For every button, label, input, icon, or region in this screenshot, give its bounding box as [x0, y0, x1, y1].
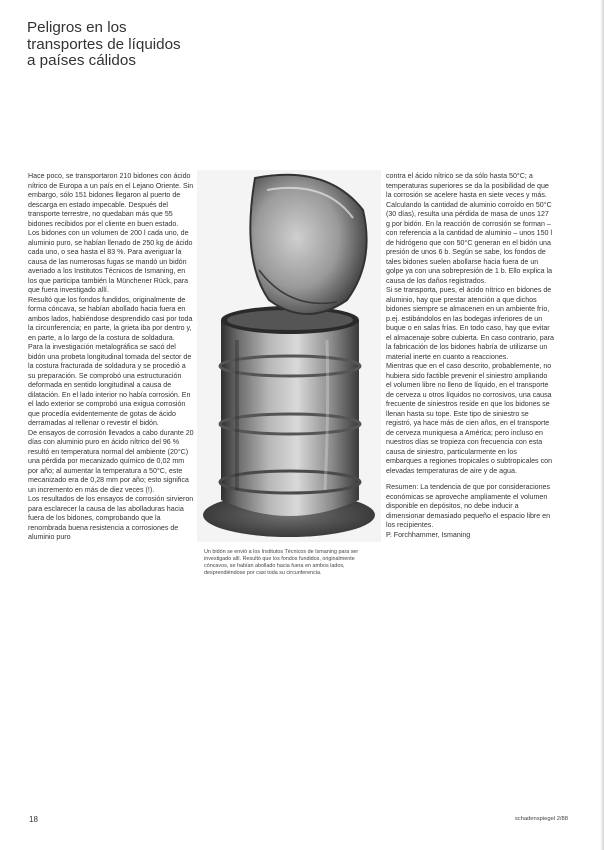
page-edge-shadow	[600, 0, 604, 850]
paragraph: Resultó que los fondos fundidos, originalmente de forma cóncava, se habían abollado hacia fuera en ambos lados, habiéndose desprendido casi por toda la circunferencia; en parte, la grieta iba por dentro y, en parte, a lo largo de la costura de soldadura.	[28, 295, 193, 342]
author-signature: P. Forchhammer, Ismaning	[386, 530, 471, 539]
paragraph: De ensayos de corrosión llevados a cabo durante 20 días con aluminio puro en ácido nítrico del 96 % resultó en temperatura normal del ambiente (20°C) una pérdida por mecanizado químico de 0,02 mm por año; al aumentar la temperatura a 50°C, este mecanizado era de 0,28 mm por año; esto significa un incremento en más de diez veces (!).	[28, 428, 194, 494]
damaged-drum-photo	[197, 170, 381, 542]
paragraph: Los resultados de los ensayos de corrosión sirvieron para esclarecer la causa de las abolladuras hacia fuera de los bidones, comprobando que la renombrada buena resistencia a corrosiones de aluminio puro	[28, 495, 194, 541]
summary-paragraph: Resumen: La tendencia de que por consideraciones económicas se aproveche ampliamente el volumen disponible en depósitos, no debe inducir a dimensionar demasiado pequeño el espacio libre en los recipientes.	[386, 483, 551, 529]
paragraph: Mientras que en el caso descrito, probablemente, no hubiera sido factible prevenir el siniestro ampliando el volumen libre no lleno de líquido, en el transporte de cerveza u otros líquidos no corrosivos, una causa frecuente de siniestros reside en que los bidones se llenan hasta su tope. Este tipo de siniestro se registró, ya hace más de cien años, en el transporte de cerveza muniquesa a América; pero incluso en nuestros días se tropieza con frecuencia con esta causa de siniestro, particularmente en los embarques a regiones tropicales o subtropicales con elevadas temperaturas de aire y de agua.	[386, 362, 553, 475]
journal-issue: schadenspiegel 2/88	[514, 816, 568, 822]
paragraph: contra el ácido nítrico se da sólo hasta 50°C; a temperaturas superiores se da la posibilidad de que la corrosión se acelere hasta en siete veces y más. Calculando la cantidad de aluminio corroído en 50°C (30 días), resulta una pérdida de masa de unos 127 g por bidón. En la reacción de corrosión se forman – con referencia a la cantidad de aluminio – unos 150 l de hidrógeno que con 50°C generan en el bidón una presión de unos 6 b. Según se sabe, los fondos de tales bidones suelen abollarse hacia fuera de un golpe ya con una sobrepresión de 1 b. Ello explica la causa de los daños registrados.	[386, 172, 553, 285]
paragraph: Si se transporta, pues, el ácido nítrico en bidones de aluminio, hay que prestar atención a que dichos bidones siempre se almacenen en un ambiente frío, p.ej. estibándolos en las bodegas inferiores de un buque o en salas frías. En todo caso, hay que evitar el almacenaje sobre cubierta. En caso contrario, para la fabricación de los bidones habría de utilizarse un material inerte en cuanto a reacciones.	[386, 286, 554, 361]
title-line-2: transportes de líquidos	[27, 35, 181, 53]
right-text-column	[386, 172, 554, 540]
article-title	[27, 20, 267, 70]
paragraph: Los bidones con un volumen de 200 l cada uno, de aluminio puro, se habían llenado de 250 kg de ácido cada uno, o sea hasta el 83 %. Para averiguar la causa de las numerosas fugas se mandó un bidón averiado a los Institutos Técnicos de Ismaning, en los que participa también la Münchener Rück, para que fuera investigado allí.	[28, 229, 193, 294]
title-line-1: Peligros en los	[27, 19, 127, 36]
paragraph: Hace poco, se transportaron 210 bidones con ácido nítrico de Europa a un país en el Lejano Oriente. Sin embargo, sólo 151 bidones llegaron al puerto de descarga en estado impecable. Después del transporte terrestre, no quedaban más que 55 bidones recibidos por el cliente en buen estado.	[28, 172, 194, 228]
title-line-3: a países cálidos	[27, 52, 136, 69]
page-number: 18	[29, 815, 38, 824]
left-text-column	[28, 172, 194, 543]
photo-caption: Un bidón se envió a los Institutos Técnicos de Ismaning para ser investigado allí. Resultó que los fondos fundidos, originalmente cóncavos, se habían abollado hacia fuera en ambos lados, desprendiéndose por casi toda su circunferencia.	[204, 549, 359, 576]
paragraph: Para la investigación metalográfica se sacó del bidón una probeta longitudinal tomada del sector de la costura fracturada de soldadura y se procedió a su preparación. Se comprobó una estructuración deformada en sentido longitudinal a causa de dilatación. En el lado interior no había corrosión. En el lado exterior se comprobó una exigua corrosión que procedía evidentemente de gotas de ácido derramadas al rellenar o revestir el bidón.	[28, 343, 192, 427]
